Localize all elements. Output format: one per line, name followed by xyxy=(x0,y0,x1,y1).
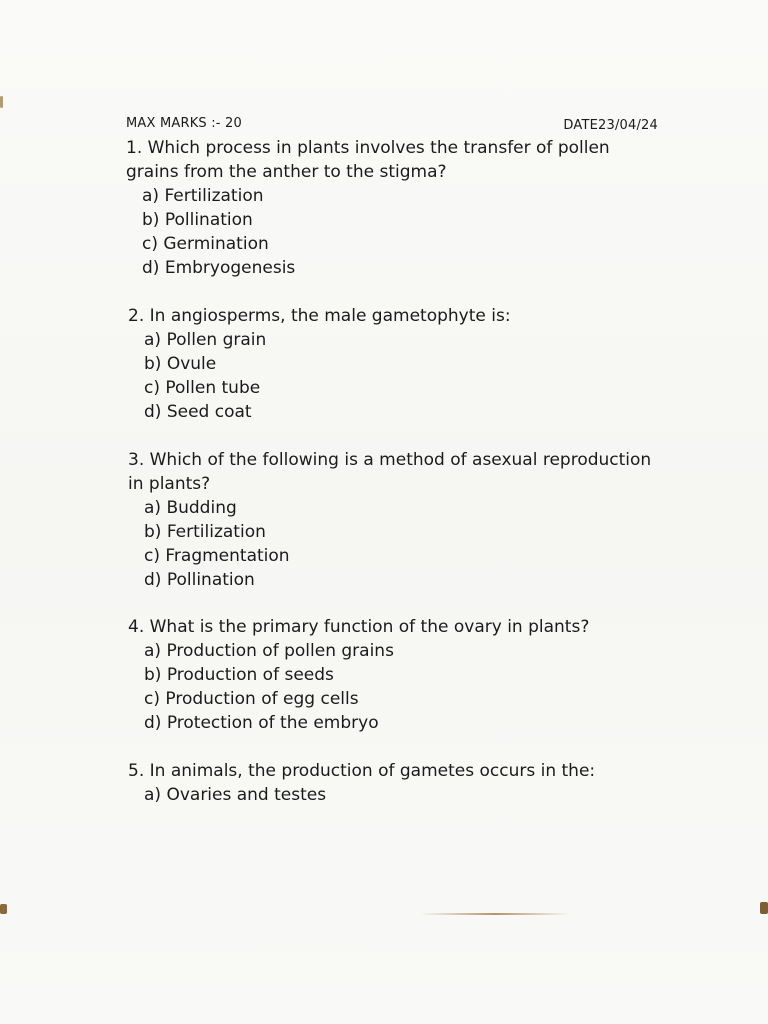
options-list xyxy=(126,184,666,280)
question-3 xyxy=(128,448,668,592)
option-a: a) Fertilization xyxy=(142,186,264,206)
page-edge-mark xyxy=(0,904,7,914)
question-paper xyxy=(126,116,666,805)
option-a: a) Ovaries and testes xyxy=(144,785,327,805)
question-2 xyxy=(128,304,668,424)
options-list xyxy=(128,783,668,807)
option-d: d) Seed coat xyxy=(144,402,252,422)
date-label: DATE23/04/24 xyxy=(563,118,658,133)
paper-fold-line xyxy=(420,913,570,915)
page-edge-mark xyxy=(760,902,768,914)
question-text: 1. Which process in plants involves the transfer of pollen grains from the anther to the stigma? xyxy=(126,138,610,182)
option-c: c) Pollen tube xyxy=(144,378,261,398)
options-list xyxy=(128,639,668,735)
option-a: a) Production of pollen grains xyxy=(144,641,394,661)
question-text: 2. In angiosperms, the male gametophyte is: xyxy=(128,306,511,326)
option-c: c) Fragmentation xyxy=(144,546,290,566)
option-d: d) Pollination xyxy=(144,570,255,590)
question-1 xyxy=(126,136,666,280)
option-a: a) Budding xyxy=(144,498,237,518)
option-c: c) Production of egg cells xyxy=(144,689,359,709)
paper-header xyxy=(126,116,666,136)
question-4 xyxy=(128,615,668,735)
options-list xyxy=(128,328,668,424)
option-c: c) Germination xyxy=(142,234,269,254)
option-b: b) Pollination xyxy=(142,210,253,230)
question-text: 5. In animals, the production of gametes occurs in the: xyxy=(128,761,596,781)
question-5 xyxy=(128,759,668,807)
option-a: a) Pollen grain xyxy=(144,330,267,350)
max-marks-label: MAX MARKS :- 20 xyxy=(126,116,242,131)
option-b: b) Production of seeds xyxy=(144,665,334,685)
option-b: b) Ovule xyxy=(144,354,217,374)
option-d: d) Embryogenesis xyxy=(142,258,296,278)
option-b: b) Fertilization xyxy=(144,522,266,542)
question-text: 3. Which of the following is a method of asexual reproduction in plants? xyxy=(128,450,652,494)
question-text: 4. What is the primary function of the ovary in plants? xyxy=(128,617,590,637)
option-d: d) Protection of the embryo xyxy=(144,713,379,733)
page-edge-mark xyxy=(0,96,3,108)
options-list xyxy=(128,496,668,592)
